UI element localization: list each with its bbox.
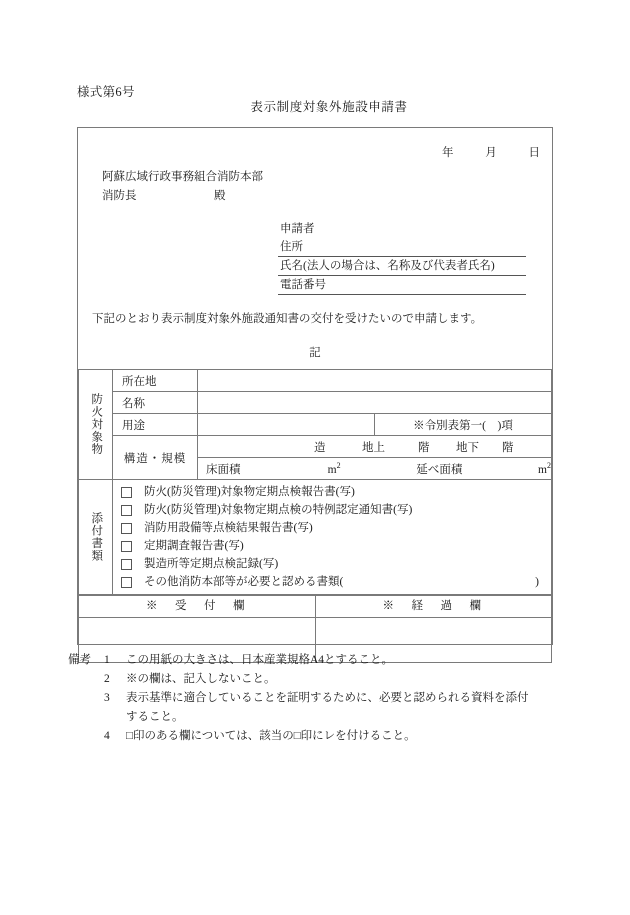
- structure-entry-line: [198, 436, 551, 457]
- attachment-trailing: ): [535, 576, 539, 588]
- document-title: 表示制度対象外施設申請書: [250, 100, 408, 114]
- floor-area-label: 床面積: [206, 463, 241, 476]
- remarks-label-spacer: [68, 727, 104, 746]
- ki-marker: 記: [309, 347, 321, 359]
- name-label: 名称: [122, 397, 145, 410]
- remarks-text: 表示基準に適合していることを証明するために、必要と認められる資料を添付: [126, 692, 529, 704]
- checkbox-icon[interactable]: [121, 505, 132, 516]
- below-ground-floor-unit: 階: [502, 441, 514, 454]
- attachment-item[interactable]: [113, 519, 551, 537]
- attachment-label: 消防用設備等点検結果報告書(写): [144, 522, 313, 534]
- receipt-header: ※ 受 付 欄: [146, 600, 248, 612]
- attachment-label: 定期調査報告書(写): [144, 540, 244, 552]
- attachment-item[interactable]: [113, 501, 551, 519]
- total-area-label: 延べ面積: [416, 463, 463, 476]
- date-entry-line: [442, 144, 540, 160]
- applicant-block: [278, 220, 526, 295]
- applicant-phone-field[interactable]: 電話番号: [278, 276, 526, 295]
- remarks-label-spacer: [68, 689, 104, 708]
- use-label: 用途: [122, 419, 145, 432]
- floor-area-unit: $m^2$: [327, 461, 341, 476]
- table-row-use: [79, 414, 552, 436]
- process-header: ※ 経 過 欄: [382, 600, 484, 612]
- remarks-text: ※の欄は、記入しないこと。: [126, 673, 276, 685]
- structure-zou-label: 造: [314, 441, 326, 454]
- attachment-label: 防火(防災管理)対象物定期点検の特例認定通知書(写): [144, 504, 413, 516]
- remarks-block: [68, 651, 568, 746]
- attachments-vertical-label: 添付書類: [90, 512, 103, 562]
- name-input-cell[interactable]: [198, 392, 552, 414]
- applicant-name-field[interactable]: 氏名(法人の場合は、名称及び代表者氏名): [278, 257, 526, 276]
- remarks-number: 3: [104, 692, 110, 704]
- property-vertical-label: 防火対象物: [90, 393, 103, 456]
- location-label-cell: [113, 370, 198, 392]
- below-ground-label: 地下: [456, 441, 479, 454]
- location-input-cell[interactable]: [198, 370, 552, 392]
- remarks-row: [68, 670, 568, 689]
- form-upper-region: [78, 128, 552, 369]
- use-label-cell: [113, 414, 198, 436]
- attachment-label: 製造所等定期点検記録(写): [144, 558, 279, 570]
- table-row-attachments: [79, 480, 552, 595]
- table-row-name: [79, 392, 552, 414]
- structure-label-cell: [113, 436, 198, 480]
- remarks-text: □印のある欄については、該当の□印にレを付けること。: [126, 730, 416, 742]
- attachments-list-cell: [113, 480, 552, 595]
- location-label: 所在地: [122, 375, 157, 388]
- table-row-location: [79, 370, 552, 392]
- office-use-header-row: [79, 596, 552, 618]
- addressee-organization: 阿蘇広域行政事務組合消防本部: [102, 171, 263, 183]
- attachment-item[interactable]: [113, 537, 551, 555]
- receipt-header-cell: [79, 596, 316, 618]
- use-input-cell[interactable]: [198, 414, 375, 436]
- checkbox-icon[interactable]: [121, 523, 132, 534]
- structure-label: 構造・規模: [123, 452, 187, 465]
- process-header-cell: [315, 596, 552, 618]
- remarks-row: [68, 727, 568, 746]
- attachments-vertical-label-cell: [79, 480, 113, 595]
- addressee-chief-title: 消防長: [102, 190, 137, 202]
- addressee-chief-row: [102, 187, 263, 206]
- remarks-text: この用紙の大きさは、日本産業規格A4とすること。: [126, 654, 394, 666]
- fire-prevention-property-table: [78, 369, 552, 595]
- area-entry-line: [198, 458, 551, 479]
- table-row-structure: [79, 436, 552, 458]
- name-label-cell: [113, 392, 198, 414]
- checkbox-icon[interactable]: [121, 559, 132, 570]
- request-statement: 下記のとおり表示制度対象外施設通知書の交付を受けたいので申請します。: [92, 313, 483, 325]
- remarks-number: 4: [104, 730, 110, 742]
- attachment-label: 防火(防災管理)対象物定期点検報告書(写): [144, 486, 355, 498]
- addressee-honorific: 殿: [214, 190, 226, 202]
- attachment-item[interactable]: [113, 555, 551, 573]
- applicant-address-field[interactable]: 住所: [278, 238, 526, 257]
- application-form-box: [77, 127, 553, 645]
- checkbox-icon[interactable]: [121, 541, 132, 552]
- day-label: 日: [528, 147, 540, 159]
- remarks-label: 備考: [68, 654, 91, 666]
- checkbox-icon[interactable]: [121, 577, 132, 588]
- remarks-label-spacer: [68, 670, 104, 689]
- remarks-row: [68, 689, 568, 708]
- area-input-cell[interactable]: [198, 458, 552, 480]
- addressee-block: [102, 168, 263, 206]
- attachment-item-other[interactable]: [113, 573, 551, 591]
- above-ground-floor-unit: 階: [418, 441, 430, 454]
- year-label: 年: [442, 147, 454, 159]
- legal-reference-cell[interactable]: ※令別表第一( )項: [375, 414, 552, 436]
- attachments-list: [113, 480, 551, 594]
- structure-input-cell[interactable]: [198, 436, 552, 458]
- form-number: 様式第6号: [77, 85, 135, 99]
- above-ground-label: 地上: [362, 441, 385, 454]
- remarks-continuation: すること。: [126, 711, 184, 723]
- attachment-item[interactable]: [113, 483, 551, 501]
- total-area-unit: $m^2$: [538, 461, 551, 476]
- attachment-label: その他消防本部等が必要と認める書類(: [144, 576, 344, 588]
- checkbox-icon[interactable]: [121, 487, 132, 498]
- remarks-row: [68, 651, 568, 670]
- applicant-heading: 申請者: [280, 223, 315, 235]
- month-label: 月: [485, 147, 497, 159]
- remarks-number: 2: [104, 673, 110, 685]
- property-vertical-label-cell: [79, 370, 113, 480]
- remarks-number: 1: [104, 654, 110, 666]
